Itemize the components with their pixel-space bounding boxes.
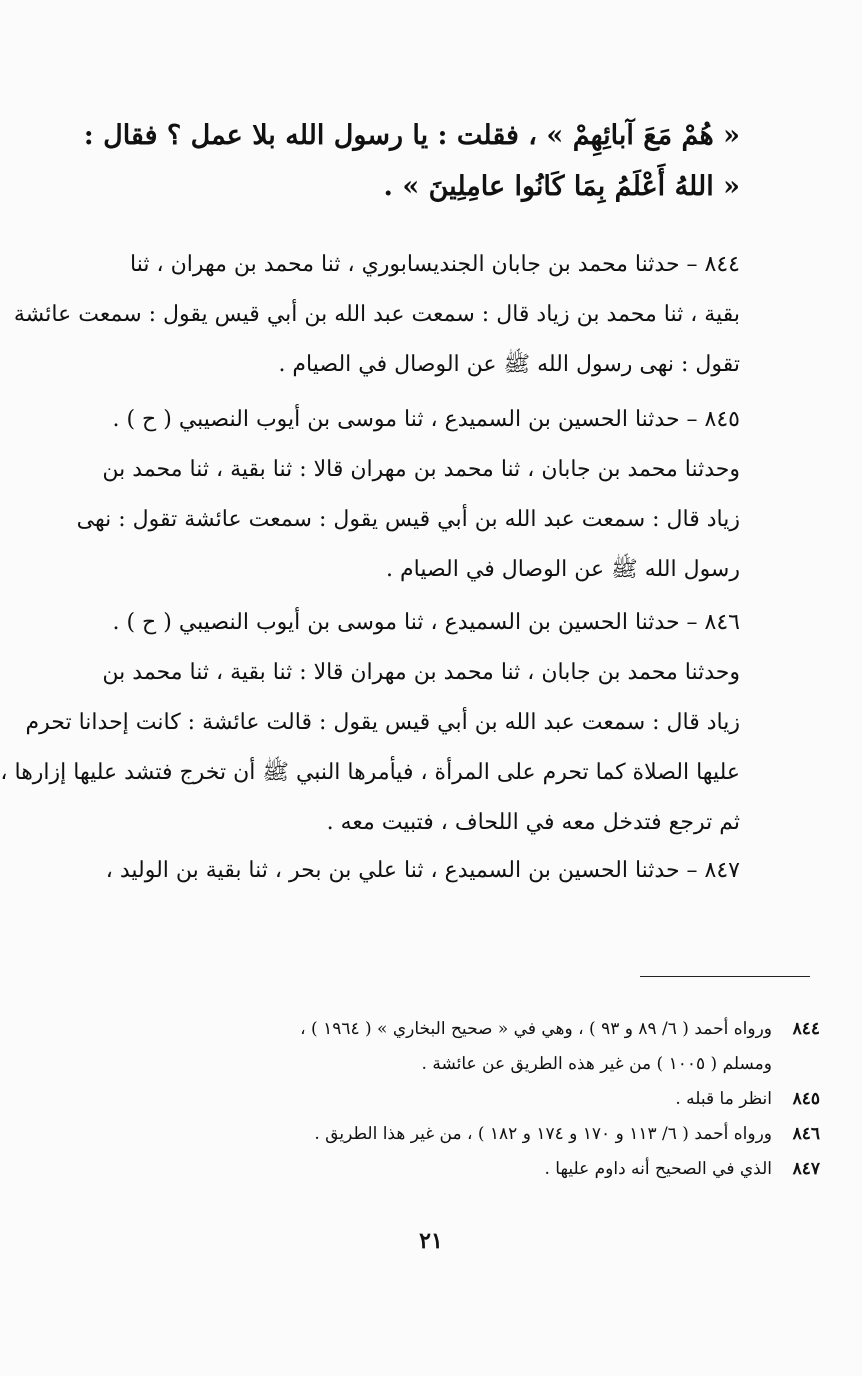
footnote-text [120, 1152, 772, 1187]
footnote-text [120, 1117, 772, 1152]
hadith-845 [76, 395, 740, 595]
footnote-845 [120, 1082, 820, 1117]
footnote-line: ورواه أحمد ( ٦/ ٨٩ و ٩٣ ) ، وهي في « صحيح البخاري » ( ١٩٦٤ ) ، [300, 1019, 772, 1039]
footnote-number: ٨٤٦ [792, 1124, 820, 1144]
footnote-line: انظر ما قبله . [675, 1089, 772, 1109]
hadith-line: زياد قال : سمعت عبد الله بن أبي قيس يقول : قالت عائشة : كانت إحدانا تحرم [25, 710, 740, 735]
page-number: ٢١ [419, 1228, 443, 1254]
quote-line: « هُمْ مَعَ آبائِهِمْ » ، فقلت : يا رسول الله بلا عمل ؟ فقال : [83, 120, 740, 151]
hadith-line: عليها الصلاة كما تحرم على المرأة ، فيأمرها النبي ﷺ أن تخرج فتشد عليها إزارها ، [0, 760, 740, 785]
footnote-line: ومسلم ( ١٠٠٥ ) من غير هذه الطريق عن عائشة . [421, 1054, 772, 1074]
hadith-line: وحدثنا محمد بن جابان ، ثنا محمد بن مهران قالا : ثنا بقية ، ثنا محمد بن [102, 660, 740, 685]
hadith-line: ثم ترجع فتدخل معه في اللحاف ، فتبيت معه . [326, 810, 740, 835]
hadith-line: بقية ، ثنا محمد بن زياد قال : سمعت عبد الله بن أبي قيس يقول : سمعت عائشة [13, 302, 740, 327]
hadith-line: تقول : نهى رسول الله ﷺ عن الوصال في الصيام . [278, 352, 740, 377]
hadith-line: ٨٤٥ – حدثنا الحسين بن السميدع ، ثنا موسى بن أيوب النصيبي ( ح ) . [112, 407, 740, 432]
footnote-number: ٨٤٤ [792, 1019, 820, 1039]
footnote-text [120, 1082, 772, 1117]
footnote-number: ٨٤٧ [792, 1159, 820, 1179]
footnote-text [120, 1012, 772, 1082]
footnote-number: ٨٤٥ [792, 1089, 820, 1109]
footnote-847 [120, 1152, 820, 1187]
hadith-846 [0, 598, 740, 848]
hadith-line: وحدثنا محمد بن جابان ، ثنا محمد بن مهران قالا : ثنا بقية ، ثنا محمد بن [102, 457, 740, 482]
footnote-line: الذي في الصحيح أنه داوم عليها . [544, 1159, 772, 1179]
footnote-844 [120, 1012, 820, 1082]
footnote-line: ورواه أحمد ( ٦/ ١١٣ و ١٧٠ و ١٧٤ و ١٨٢ ) ، من غير هذا الطريق . [314, 1124, 772, 1144]
quote-line: « اللهُ أَعْلَمُ بِمَا كَانُوا عامِلِينَ » . [383, 171, 740, 202]
hadith-line: ٨٤٤ – حدثنا محمد بن جابان الجنديسابوري ، ثنا محمد بن مهران ، ثنا [130, 252, 740, 277]
footnote-divider [640, 976, 810, 977]
hadith-844 [13, 240, 740, 390]
hadith-847 [105, 846, 740, 896]
quote-passage [83, 110, 740, 212]
footnote-846 [120, 1117, 820, 1152]
hadith-line: زياد قال : سمعت عبد الله بن أبي قيس يقول : سمعت عائشة تقول : نهى [76, 507, 740, 532]
hadith-line: ٨٤٧ – حدثنا الحسين بن السميدع ، ثنا علي بن بحر ، ثنا بقية بن الوليد ، [105, 858, 740, 883]
hadith-line: رسول الله ﷺ عن الوصال في الصيام . [386, 557, 740, 582]
hadith-line: ٨٤٦ – حدثنا الحسين بن السميدع ، ثنا موسى بن أيوب النصيبي ( ح ) . [112, 610, 740, 635]
footnotes [120, 1012, 820, 1187]
